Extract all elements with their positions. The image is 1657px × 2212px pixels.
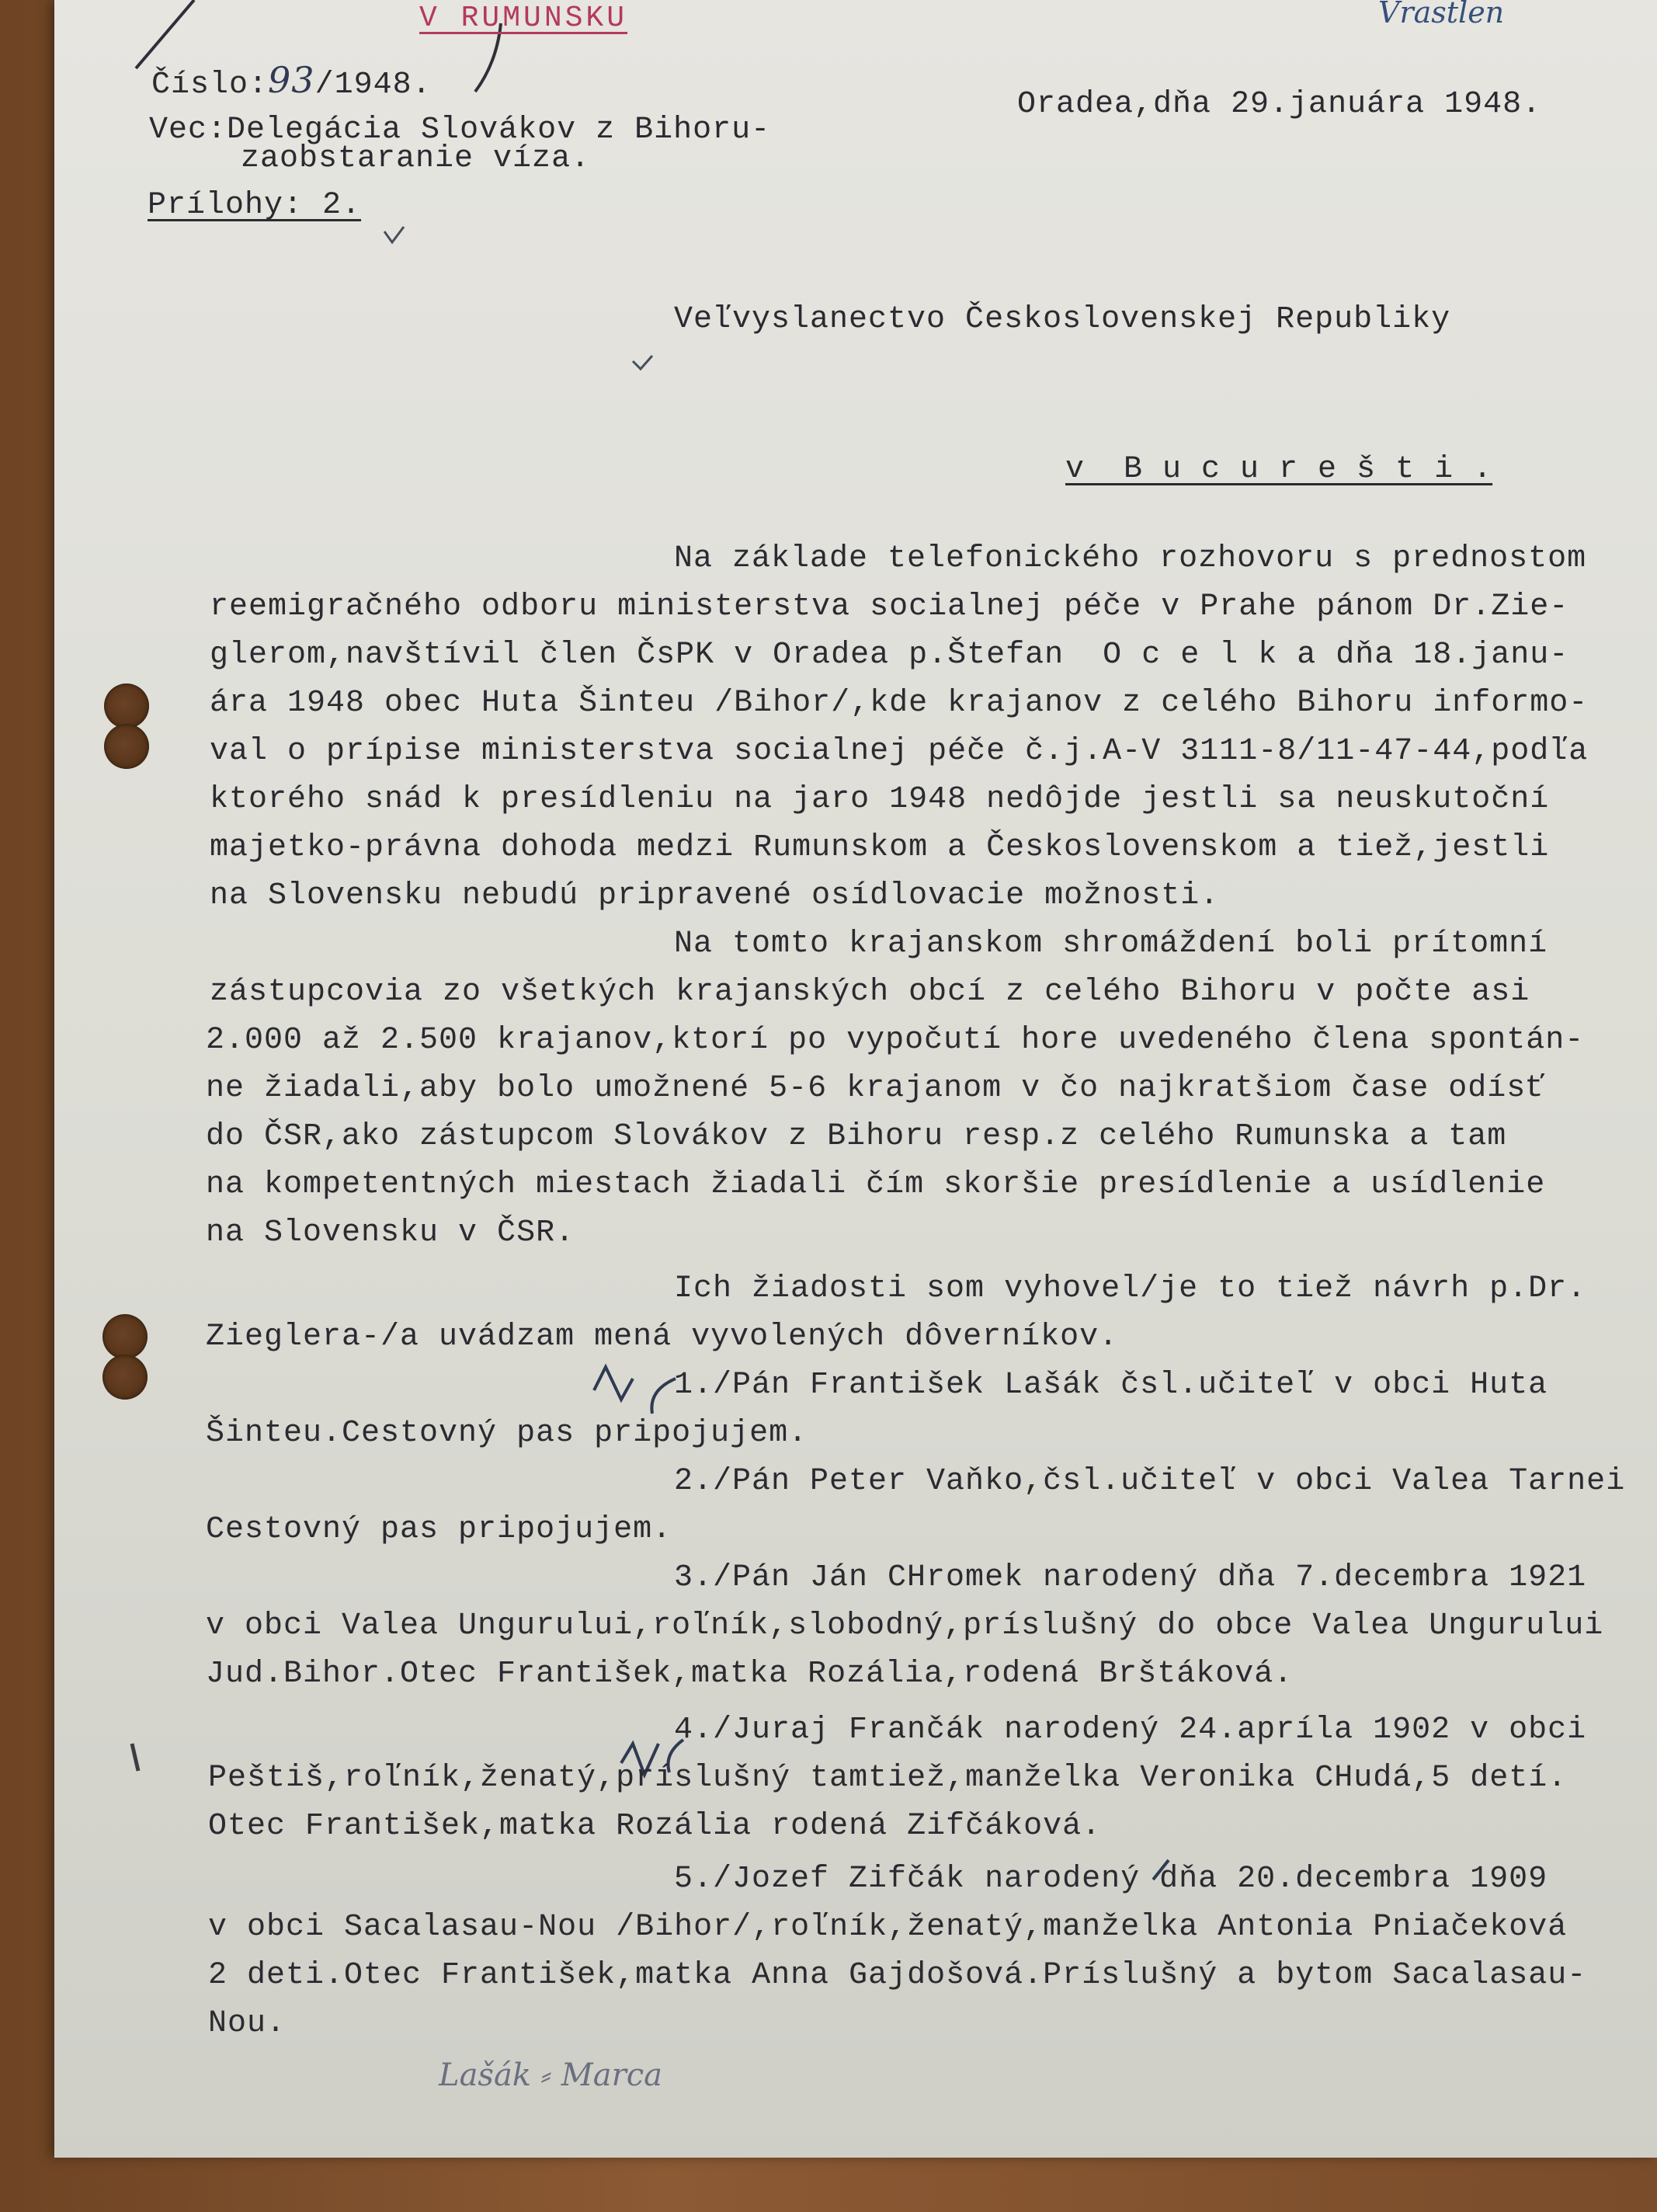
attachments: Prílohy: 2. bbox=[148, 188, 362, 223]
subject-line-2: zaobstaranie víza. bbox=[241, 141, 591, 176]
body-line: 2.000 až 2.500 krajanov,ktorí po vypočutí hore uvedeného člena spontán- bbox=[206, 1023, 1585, 1058]
recipient-city: v B u c u r e š t i . bbox=[1065, 452, 1493, 487]
body-line: majetko-právna dohoda medzi Rumunskom a Československom a tiež,jestli bbox=[210, 830, 1550, 865]
recipient-name: Veľvyslanectvo Československej Republiky bbox=[674, 302, 1451, 337]
list-item: 4./Juraj Frančák narodený 24.apríla 1902 v obci bbox=[674, 1713, 1587, 1748]
list-item: v obci Valea Ungurului,roľník,slobodný,príslušný do obce Valea Ungurului bbox=[206, 1609, 1604, 1643]
cislo-label: Číslo: bbox=[151, 68, 269, 103]
list-item: 2 deti.Otec František,matka Anna Gajdošová.Príslušný a bytom Sacalasau- bbox=[208, 1958, 1587, 1993]
list-item: 3./Pán Ján CHromek narodený dňa 7.decembra 1921 bbox=[674, 1560, 1587, 1595]
list-item: Otec František,matka Rozália rodená Zifčáková. bbox=[208, 1809, 1102, 1844]
body-line: ára 1948 obec Huta Šinteu /Bihor/,kde krajanov z celého Bihoru informo- bbox=[210, 686, 1589, 721]
stamp-text: V RUMUNSKU bbox=[419, 2, 628, 35]
list-item: Jud.Bihor.Otec František,matka Rozália,rodená Brštáková. bbox=[206, 1657, 1294, 1692]
list-item: 1./Pán František Lašák čsl.učiteľ v obci Huta bbox=[674, 1368, 1548, 1403]
list-item: Cestovný pas pripojujem. bbox=[206, 1512, 672, 1547]
body-line: ne žiadali,aby bolo umožnené 5-6 krajanom v čo najkratšiom čase odísť bbox=[206, 1071, 1546, 1106]
list-item: v obci Sacalasau-Nou /Bihor/,roľník,ženatý,manželka Antonia Pniačeková bbox=[208, 1910, 1568, 1945]
body-line: reemigračného odboru ministerstva socialnej péče v Prahe pánom Dr.Zie- bbox=[210, 590, 1569, 624]
body-line: do ČSR,ako zástupcom Slovákov z Bihoru resp.z celého Rumunska a tam bbox=[206, 1119, 1507, 1154]
body-line: Ich žiadosti som vyhovel/je to tiež návrh p.Dr. bbox=[674, 1271, 1587, 1306]
body-line: Na tomto krajanskom shromáždení boli prítomní bbox=[674, 927, 1548, 962]
list-item: Nou. bbox=[208, 2006, 287, 2041]
body-line: na Slovensku nebudú pripravené osídlovacie možnosti. bbox=[210, 878, 1220, 913]
list-item: 2./Pán Peter Vaňko,čsl.učiteľ v obci Valea Tarnei bbox=[674, 1464, 1626, 1499]
body-line: ktorého snád k presídleniu na jaro 1948 nedôjde jestli sa neuskutoční bbox=[210, 782, 1550, 817]
cislo-handwritten-number: 93 bbox=[268, 59, 315, 101]
cislo-year: /1948. bbox=[314, 68, 432, 103]
subject-line-1: Vec:Delegácia Slovákov z Bihoru- bbox=[149, 113, 771, 148]
body-line: Na základe telefonického rozhovoru s prednostom bbox=[674, 541, 1587, 576]
list-item: Peštiš,roľník,ženatý,príslušný tamtiež,manželka Veronika CHudá,5 detí. bbox=[208, 1761, 1568, 1796]
body-line: na kompetentných miestach žiadali čím skoršie presídlenie a usídlenie bbox=[206, 1167, 1546, 1202]
cislo-line bbox=[151, 59, 432, 103]
list-item: Šinteu.Cestovný pas pripojujem. bbox=[206, 1416, 808, 1451]
body-line: val o prípise ministerstva socialnej péče č.j.A-V 3111-8/11-47-44,podľa bbox=[210, 734, 1589, 769]
body-line: zástupcovia zo všetkých krajanských obcí z celého Bihoru v počte asi bbox=[210, 975, 1530, 1010]
handwritten-note-bottom: Lašák ⸗ Marca bbox=[439, 2057, 662, 2093]
body-line: na Slovensku v ČSR. bbox=[206, 1216, 575, 1250]
body-line: glerom,navštívil člen ČsPK v Oradea p.Štefan O c e l k a dňa 18.janu- bbox=[210, 638, 1569, 673]
list-item: 5./Jozef Zifčák narodený dňa 20.decembra 1909 bbox=[674, 1862, 1548, 1897]
place-date: Oradea,dňa 29.januára 1948. bbox=[1017, 87, 1542, 122]
handwritten-note-top: Vrastlen bbox=[1378, 0, 1505, 30]
body-line: Zieglera-/a uvádzam mená vyvolených dôverníkov. bbox=[206, 1320, 1119, 1355]
